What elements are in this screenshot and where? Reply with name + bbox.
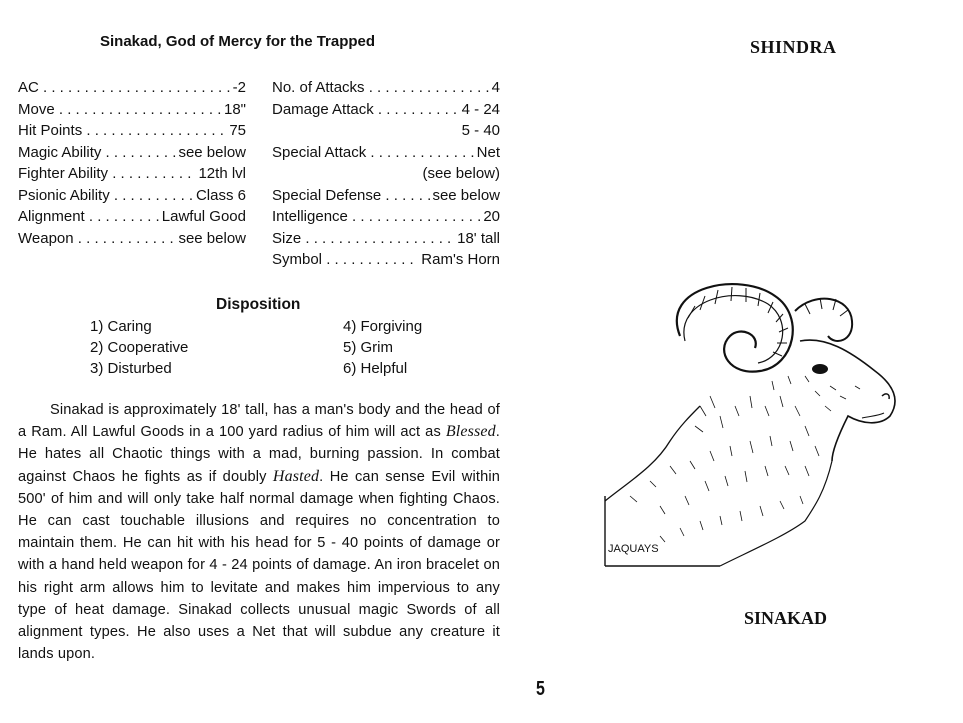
stat-label: No. of Attacks . . .	[272, 77, 490, 99]
stat-row	[272, 185, 500, 207]
stat-value: -2	[232, 79, 246, 96]
artist-signature: JAQUAYS	[608, 543, 659, 555]
disposition-item: 1) Caring	[90, 318, 152, 335]
description-text	[18, 399, 500, 665]
stat-label: Psionic Ability . . .	[18, 185, 194, 207]
page-number: 5	[536, 678, 545, 700]
stat-value: 75	[229, 122, 246, 139]
stat-label: Alignment . . .	[18, 206, 160, 228]
stat-value: see below	[178, 229, 246, 247]
stat-value: 4	[491, 79, 500, 96]
stat-label: Symbol . . .	[272, 249, 419, 271]
stat-row	[18, 142, 246, 164]
disposition-item: 3) Disturbed	[90, 360, 172, 377]
stat-label: AC . . .	[18, 77, 231, 99]
disposition-item: 6) Helpful	[343, 360, 408, 377]
stat-label: Hit Points . . .	[18, 120, 227, 142]
stat-value: 4 - 24	[461, 100, 500, 118]
ram-head-illustration	[600, 266, 920, 576]
stat-row	[18, 99, 246, 121]
stat-label: Size . . .	[272, 228, 455, 250]
stat-row	[272, 77, 500, 99]
stat-label: Magic Ability . . .	[18, 142, 176, 164]
stat-label: Intelligence . . .	[272, 206, 481, 228]
stat-label: Special Defense . . .	[272, 185, 430, 207]
stat-value: 18"	[223, 100, 246, 118]
stat-continuation: (see below)	[422, 165, 500, 182]
stat-row	[18, 185, 246, 207]
hasted-term: Hasted	[272, 467, 320, 485]
stat-row	[18, 228, 246, 250]
stat-block-left	[18, 77, 246, 249]
stat-value: Lawful Good	[161, 208, 246, 225]
stat-value: see below	[432, 186, 500, 204]
stat-row	[272, 228, 500, 250]
blessed-term: Blessed	[445, 423, 496, 441]
stat-label: Fighter Ability . . .	[18, 163, 196, 185]
stat-continuation: 5 - 40	[461, 122, 500, 139]
stat-value: 12th lvl	[198, 165, 246, 182]
disposition-item: 4) Forgiving	[343, 318, 423, 335]
stat-value: see below	[178, 143, 246, 161]
stat-row	[18, 206, 246, 228]
stat-value: Ram's Horn	[421, 251, 500, 268]
disposition-heading: Disposition	[216, 296, 301, 313]
disposition-item: 2) Cooperative	[90, 339, 189, 356]
stat-row	[272, 142, 500, 164]
chapter-header: SHINDRA	[750, 37, 837, 57]
stat-value: 20	[483, 208, 500, 225]
stat-label: Move . . .	[18, 99, 222, 121]
stat-value: Net	[476, 143, 500, 161]
stat-row	[272, 99, 500, 121]
stat-block-right	[272, 77, 500, 271]
stat-value: 18' tall	[457, 229, 500, 247]
stat-value: Class 6	[195, 186, 246, 204]
stat-label: Weapon . . .	[18, 228, 176, 250]
page-title: Sinakad, God of Mercy for the Trapped	[100, 33, 376, 50]
disposition-item: 5) Grim	[343, 339, 393, 356]
illustration-caption: SINAKAD	[744, 608, 828, 628]
description-paragraph: Sinakad is approximately 18' tall, has a man's body and the head of a Ram. All Lawful Goods in a 100 yard radius of him will act as Blessed. He hates all Chaotic things with a mad, burning passion. In combat against Chaos he fights as if doubly Hasted. He can sense Evil within 500' of him and will only take half normal damage when fighting Chaos. He can cast touchable illusions and requires no concentration to maintain them. He can hit with his head for 5 - 40 points of damage or with a hand held weapon for 4 - 24 points of damage. An iron bracelet on his right arm allows him to levitate and makes him impervious to any type of heat damage. Sinakad collects unusual magic Swords of all alignment types. He also uses a Net that will subdue any creature it lands upon.	[18, 402, 500, 663]
stat-label: Damage Attack . . .	[272, 99, 460, 121]
stat-row	[18, 163, 246, 185]
stat-label: Special Attack . . .	[272, 142, 475, 164]
stat-row	[18, 77, 246, 99]
stat-row	[272, 249, 500, 271]
stat-row	[272, 206, 500, 228]
stat-row	[18, 120, 246, 142]
